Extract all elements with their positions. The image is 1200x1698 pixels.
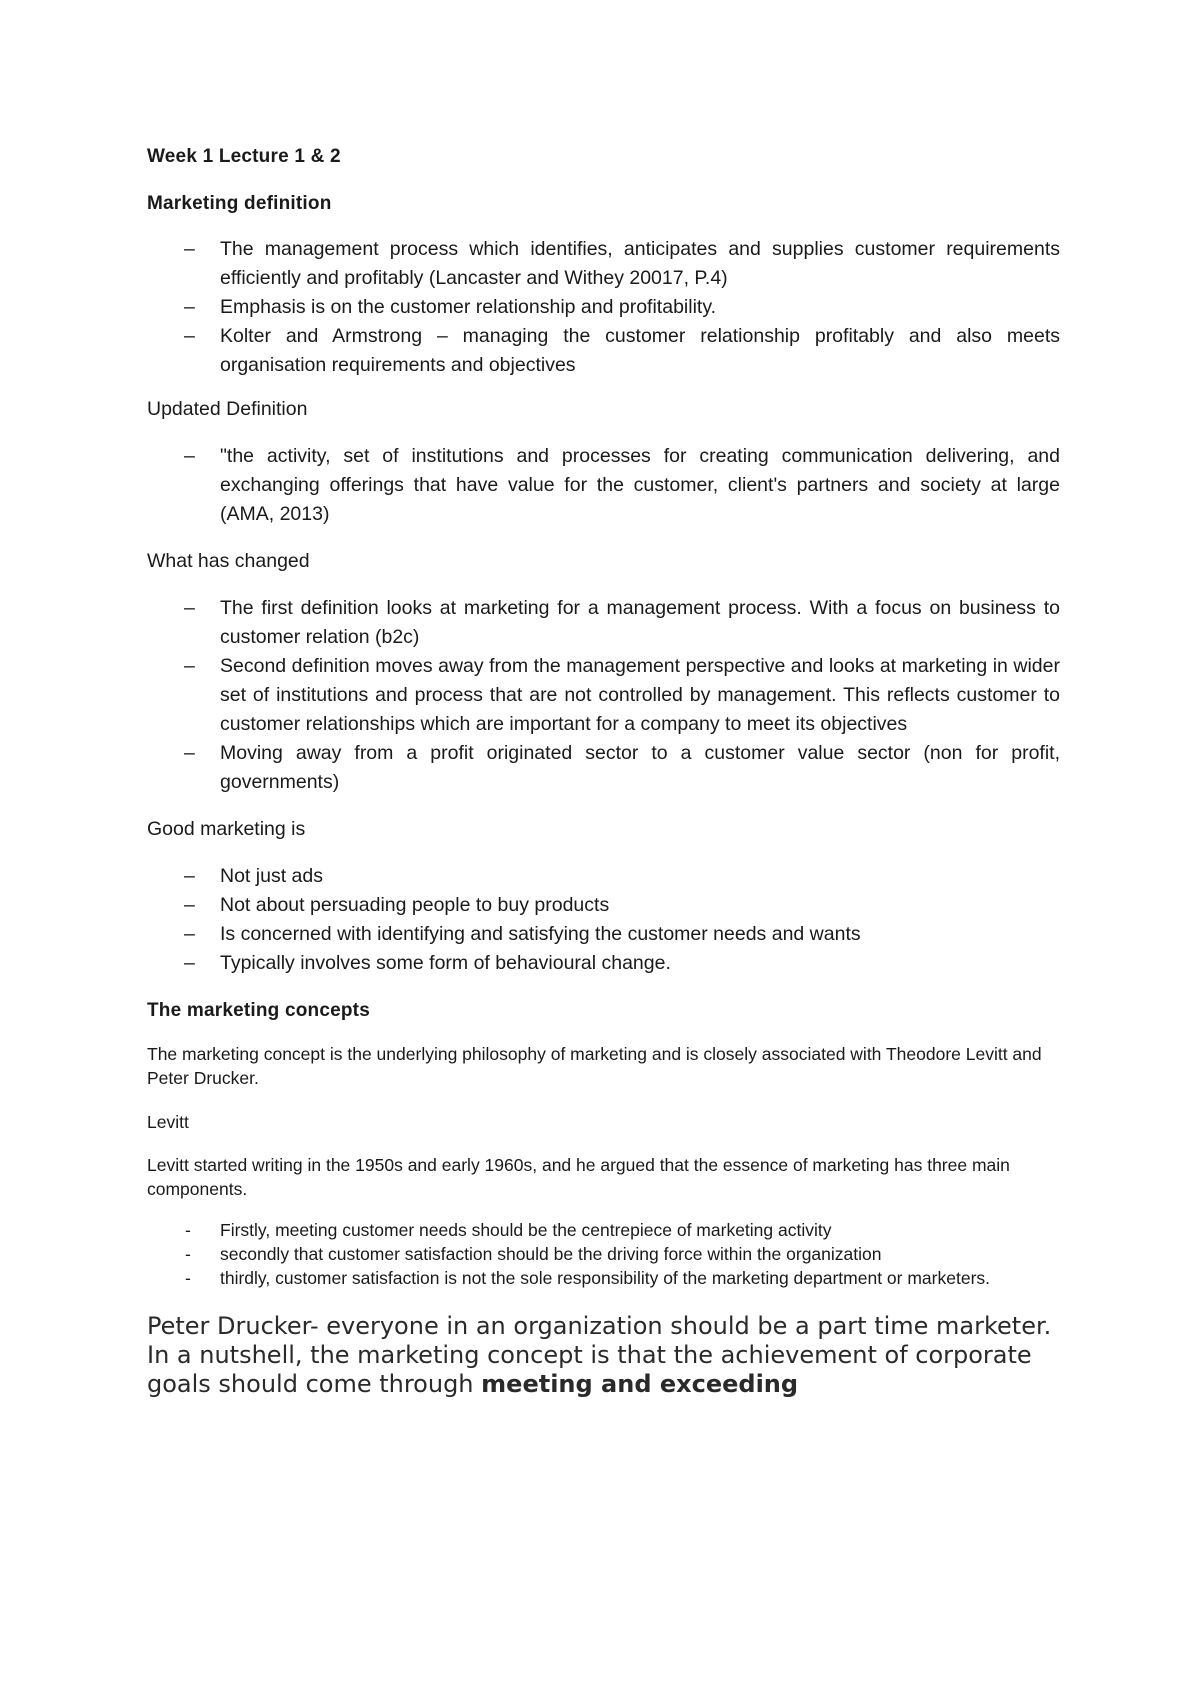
levitt-components-list xyxy=(147,1218,1060,1290)
section-title-what-has-changed: What has changed xyxy=(147,550,310,572)
drucker-bold-text: meeting and exceeding xyxy=(481,1370,799,1398)
list-item: – Moving away from a profit originated sector to a customer value sector (non for profit, governments) xyxy=(147,739,1060,797)
document-content xyxy=(147,146,1060,1399)
section-title-marketing-concepts: The marketing concepts xyxy=(147,1000,370,1021)
marketing-definition-list xyxy=(147,235,1060,380)
drucker-paragraph xyxy=(147,1312,1060,1399)
list-item: – "the activity, set of institutions and processes for creating communication delivering, and exchanging offerings that have value for the customer, client's partners and society at large (AMA, 2013) xyxy=(147,442,1060,529)
list-item: – The first definition looks at marketing for a management process. With a focus on business to customer relation (b2c) xyxy=(147,594,1060,652)
levitt-paragraph: Levitt started writing in the 1950s and early 1960s, and he argued that the essence of marketing has three main components. xyxy=(147,1155,1010,1199)
levitt-title: Levitt xyxy=(147,1112,189,1132)
list-item: – Typically involves some form of behavioural change. xyxy=(147,949,1060,978)
list-item: – Emphasis is on the customer relationship and profitability. xyxy=(147,293,1060,322)
list-item: – The management process which identifies, anticipates and supplies customer requirements efficiently and profitably (Lancaster and Withey 20017, P.4) xyxy=(147,235,1060,293)
section-title-marketing-definition: Marketing definition xyxy=(147,193,332,214)
section-title-updated-definition: Updated Definition xyxy=(147,398,308,420)
document-heading: Week 1 Lecture 1 & 2 xyxy=(147,146,341,167)
list-item: - thirdly, customer satisfaction is not the sole responsibility of the marketing department or marketers. xyxy=(147,1266,1060,1290)
list-item: – Second definition moves away from the management perspective and looks at marketing in wider set of institutions and process that are not controlled by management. This reflects customer to customer relationships which are important for a company to meet its objectives xyxy=(147,652,1060,739)
list-item: – Not about persuading people to buy products xyxy=(147,891,1060,920)
good-marketing-list xyxy=(147,862,1060,978)
list-item: - secondly that customer satisfaction should be the driving force within the organization xyxy=(147,1242,1060,1266)
what-has-changed-list xyxy=(147,594,1060,797)
drucker-text: Peter Drucker- everyone in an organization should be a part time marketer. In a nutshell, the marketing concept is that the achievement of corporate goals should come through xyxy=(147,1312,1052,1398)
section-title-good-marketing: Good marketing is xyxy=(147,818,306,840)
updated-definition-list xyxy=(147,442,1060,529)
list-item: – Is concerned with identifying and satisfying the customer needs and wants xyxy=(147,920,1060,949)
marketing-concept-paragraph: The marketing concept is the underlying philosophy of marketing and is closely associated with Theodore Levitt and Peter Drucker. xyxy=(147,1044,1042,1088)
list-item: - Firstly, meeting customer needs should be the centrepiece of marketing activity xyxy=(147,1218,1060,1242)
list-item: – Kolter and Armstrong – managing the customer relationship profitably and also meets organisation requirements and objectives xyxy=(147,322,1060,380)
list-item: – Not just ads xyxy=(147,862,1060,891)
